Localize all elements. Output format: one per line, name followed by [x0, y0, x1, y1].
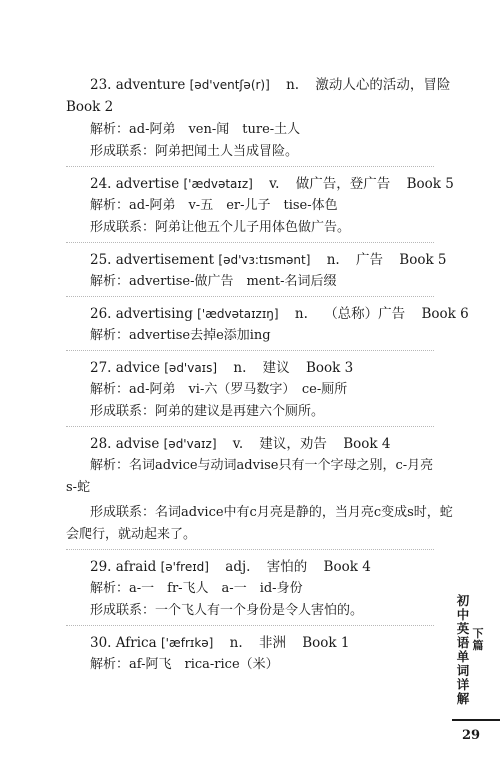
entry-29-analysis: 解析：a-一 fr-飞人 a-一 id-身份 — [90, 581, 303, 596]
entry-30-analysis: 解析：af-阿飞 rica-rice（米） — [90, 657, 279, 672]
entry-28-headword — [90, 435, 390, 453]
entry-29-headword — [90, 558, 371, 576]
part-of-speech: n. — [286, 77, 300, 93]
phonetic: ['ædvətaɪzɪŋ] — [197, 307, 279, 321]
phonetic: ['æfrɪkə] — [160, 636, 214, 650]
meaning: 建议，劝告 — [259, 436, 327, 452]
book-ref: Book 4 — [343, 436, 391, 452]
word: 28. advise — [90, 436, 160, 452]
entry-26-headword — [90, 305, 469, 323]
entry-23-book: Book 2 — [66, 99, 114, 115]
entry-28-connection: 形成联系：名词advice中有c月亮是静的，当月亮c变成s时，蛇 — [90, 505, 453, 520]
divider — [66, 426, 434, 427]
entry-28-analysis: 解析：名词advice与动词advise只有一个字母之别，c-月亮 — [90, 458, 434, 473]
meaning: 广告 — [355, 252, 383, 268]
divider — [66, 549, 434, 550]
meaning: 害怕的 — [266, 559, 308, 575]
footer-rule — [452, 719, 500, 721]
book-ref: Book 5 — [406, 176, 454, 192]
divider — [66, 242, 434, 243]
word: 27. advice — [90, 360, 160, 376]
entry-25-headword — [90, 251, 447, 269]
part-of-speech: n. — [229, 635, 243, 651]
entry-30-headword — [90, 634, 350, 652]
part-of-speech: adj. — [225, 559, 251, 575]
word: 24. advertise — [90, 176, 180, 192]
book-ref: Book 4 — [323, 559, 371, 575]
divider — [66, 166, 434, 167]
word: 26. advertising — [90, 306, 193, 322]
entry-27-analysis: 解析：ad-阿弟 vi-六（罗马数字） ce-厕所 — [90, 382, 348, 397]
entry-29-connection: 形成联系：一个飞人有一个身份是令人害怕的。 — [90, 603, 364, 618]
part-of-speech: v. — [232, 436, 244, 452]
book-title-vertical: 初中英语单词详解 — [456, 593, 470, 706]
entry-24-headword — [90, 175, 454, 193]
meaning: 激动人心的活动，冒险 — [315, 77, 451, 93]
word: 23. adventure — [90, 77, 186, 93]
volume-label-vertical: 下篇 — [472, 627, 484, 652]
book-ref: Book 3 — [305, 360, 354, 376]
part-of-speech: n. — [294, 306, 308, 322]
entry-27-connection: 形成联系：阿弟的建议是再建六个厕所。 — [90, 404, 325, 419]
word: 30. Africa — [90, 635, 157, 651]
phonetic: [ə'freɪd] — [160, 560, 209, 574]
book-ref: Book 5 — [399, 252, 447, 268]
book-ref: Book 1 — [302, 635, 350, 651]
entry-25-analysis: 解析：advertise-做广告 ment-名词后缀 — [90, 274, 337, 289]
phonetic: ['ædvətaɪz] — [183, 177, 253, 191]
entry-28-analysis-cont: s-蛇 — [66, 480, 91, 495]
divider — [66, 625, 434, 626]
phonetic: [əd'vɜ:tɪsmənt] — [218, 253, 311, 267]
book-ref: Book 6 — [421, 306, 469, 322]
entry-27-headword — [90, 359, 353, 377]
entry-23-headword — [90, 76, 450, 94]
word: 29. afraid — [90, 559, 157, 575]
phonetic: [əd'vaɪs] — [164, 361, 218, 375]
meaning: 非洲 — [258, 635, 286, 651]
phonetic: [əd'vaɪz] — [163, 437, 217, 451]
page-number: 29 — [462, 728, 481, 743]
entry-24-analysis: 解析：ad-阿弟 v-五 er-儿子 tise-体色 — [90, 198, 338, 213]
meaning: （总称）广告 — [324, 306, 406, 322]
word: 25. advertisement — [90, 252, 215, 268]
phonetic: [əd'ventʃə(r)] — [189, 78, 270, 92]
entry-24-connection: 形成联系：阿弟让他五个儿子用体色做广告。 — [90, 220, 351, 235]
divider — [66, 296, 434, 297]
entry-28-connection-cont: 会爬行，就动起来了。 — [66, 527, 197, 542]
entry-23-analysis: 解析：ad-阿弟 ven-闻 ture-土人 — [90, 122, 301, 137]
meaning: 做广告，登广告 — [295, 176, 391, 192]
part-of-speech: n. — [233, 360, 247, 376]
entry-26-analysis: 解析：advertise去掉e添加ing — [90, 328, 271, 343]
entry-23-connection: 形成联系：阿弟把闻土人当成冒险。 — [90, 144, 299, 159]
divider — [66, 350, 434, 351]
meaning: 建议 — [262, 360, 290, 376]
part-of-speech: v. — [269, 176, 280, 192]
part-of-speech: n. — [326, 252, 340, 268]
